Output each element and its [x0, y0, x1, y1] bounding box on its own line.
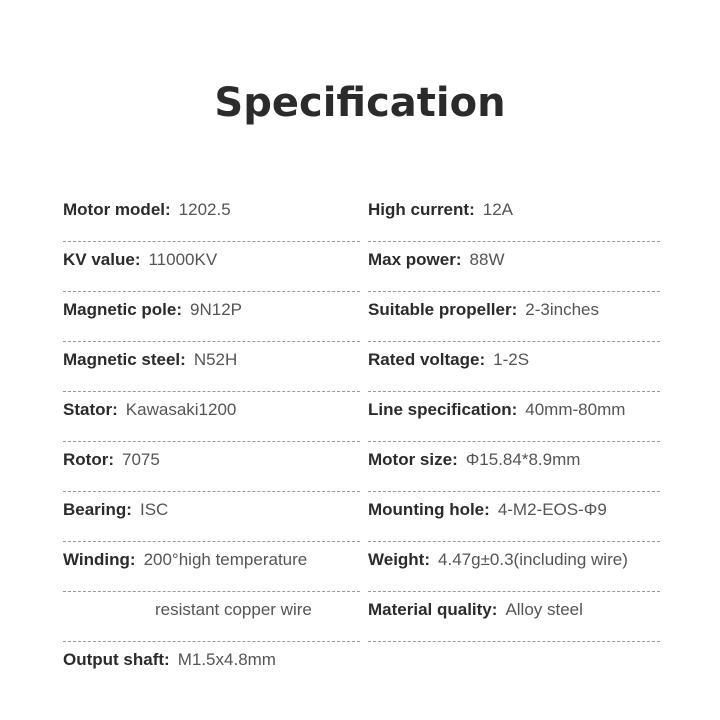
- spec-row-line-specification: [368, 392, 660, 442]
- spec-value-continuation: resistant copper wire: [155, 600, 312, 619]
- spec-value: N52H: [193, 350, 238, 369]
- spec-separator: :: [129, 550, 136, 569]
- spec-value: 200°high temperature: [143, 550, 308, 569]
- spec-row-motor-model: [63, 192, 360, 242]
- spec-label: High current: [368, 200, 470, 219]
- spec-separator: :: [164, 650, 170, 669]
- spec-row-mounting-hole: [368, 492, 660, 542]
- spec-label: Suitable propeller: [368, 300, 512, 319]
- spec-row-rated-voltage: [368, 342, 660, 392]
- spec-row-motor-size: [368, 442, 660, 492]
- spec-label: Mounting hole: [368, 500, 485, 519]
- spec-value: 1202.5: [178, 200, 231, 219]
- spec-row-material-quality: [368, 592, 660, 642]
- spec-label: Output shaft: [63, 650, 165, 669]
- spec-row-magnetic-pole: [63, 292, 360, 342]
- spec-row-magnetic-steel: [63, 342, 360, 392]
- spec-value: 4-M2-EOS-Φ9: [497, 500, 607, 519]
- spec-label: Winding: [63, 550, 130, 569]
- spec-label: KV value: [63, 250, 135, 269]
- spec-separator: :: [491, 600, 498, 619]
- spec-label: Motor size: [368, 450, 453, 469]
- spec-label: Weight: [368, 550, 425, 569]
- spec-row-kv-value: [63, 242, 360, 292]
- spec-value: 1-2S: [493, 350, 530, 369]
- dashed-divider: [368, 641, 660, 642]
- spec-row-winding-continued: [63, 592, 360, 642]
- spec-value: Kawasaki1200: [125, 400, 237, 419]
- spec-label: Max power: [368, 250, 456, 269]
- spec-separator: :: [126, 500, 132, 519]
- spec-value: 12A: [482, 200, 513, 219]
- spec-row-winding: [63, 542, 360, 592]
- spec-row-max-power: [368, 242, 660, 292]
- spec-separator: :: [176, 300, 183, 319]
- spec-label: Material quality: [368, 600, 492, 619]
- spec-row-high-current: [368, 192, 660, 242]
- spec-value: 40mm-80mm: [525, 400, 626, 419]
- spec-value: 11000KV: [148, 250, 218, 269]
- spec-row-suitable-propeller: [368, 292, 660, 342]
- page-title: Specification: [214, 80, 506, 126]
- spec-value: 7075: [122, 450, 160, 469]
- spec-label: Bearing: [63, 500, 127, 519]
- spec-value: ISC: [139, 500, 169, 519]
- spec-separator: :: [484, 500, 490, 519]
- spec-separator: :: [108, 450, 114, 469]
- spec-separator: :: [511, 300, 518, 319]
- spec-row-weight: [368, 542, 660, 592]
- spec-separator: :: [479, 350, 486, 369]
- spec-separator: :: [452, 450, 458, 469]
- spec-value: 2-3inches: [525, 300, 599, 319]
- spec-label: Rated voltage: [368, 350, 480, 369]
- spec-label: Stator: [63, 400, 113, 419]
- spec-separator: :: [112, 400, 118, 419]
- spec-label: Magnetic pole: [63, 300, 177, 319]
- spec-separator: :: [134, 250, 141, 269]
- spec-label: Motor model: [63, 200, 165, 219]
- spec-value: M1.5x4.8mm: [177, 650, 276, 669]
- spec-row-output-shaft: [63, 642, 360, 692]
- spec-value: 4.47g±0.3(including wire): [438, 550, 628, 569]
- spec-label: Line specification: [368, 400, 512, 419]
- spec-separator: :: [424, 550, 431, 569]
- spec-value: Φ15.84*8.9mm: [465, 450, 581, 469]
- spec-separator: :: [469, 200, 475, 219]
- spec-row-stator: [63, 392, 360, 442]
- spec-separator: :: [165, 200, 171, 219]
- spec-label: Rotor: [63, 450, 109, 469]
- spec-separator: :: [511, 400, 518, 419]
- spec-row-bearing: [63, 492, 360, 542]
- spec-value: 9N12P: [190, 300, 243, 319]
- spec-label: Magnetic steel: [63, 350, 181, 369]
- spec-value: Alloy steel: [505, 600, 583, 619]
- spec-value: 88W: [469, 250, 505, 269]
- spec-separator: :: [455, 250, 462, 269]
- spec-row-rotor: [63, 442, 360, 492]
- spec-separator: :: [180, 350, 186, 369]
